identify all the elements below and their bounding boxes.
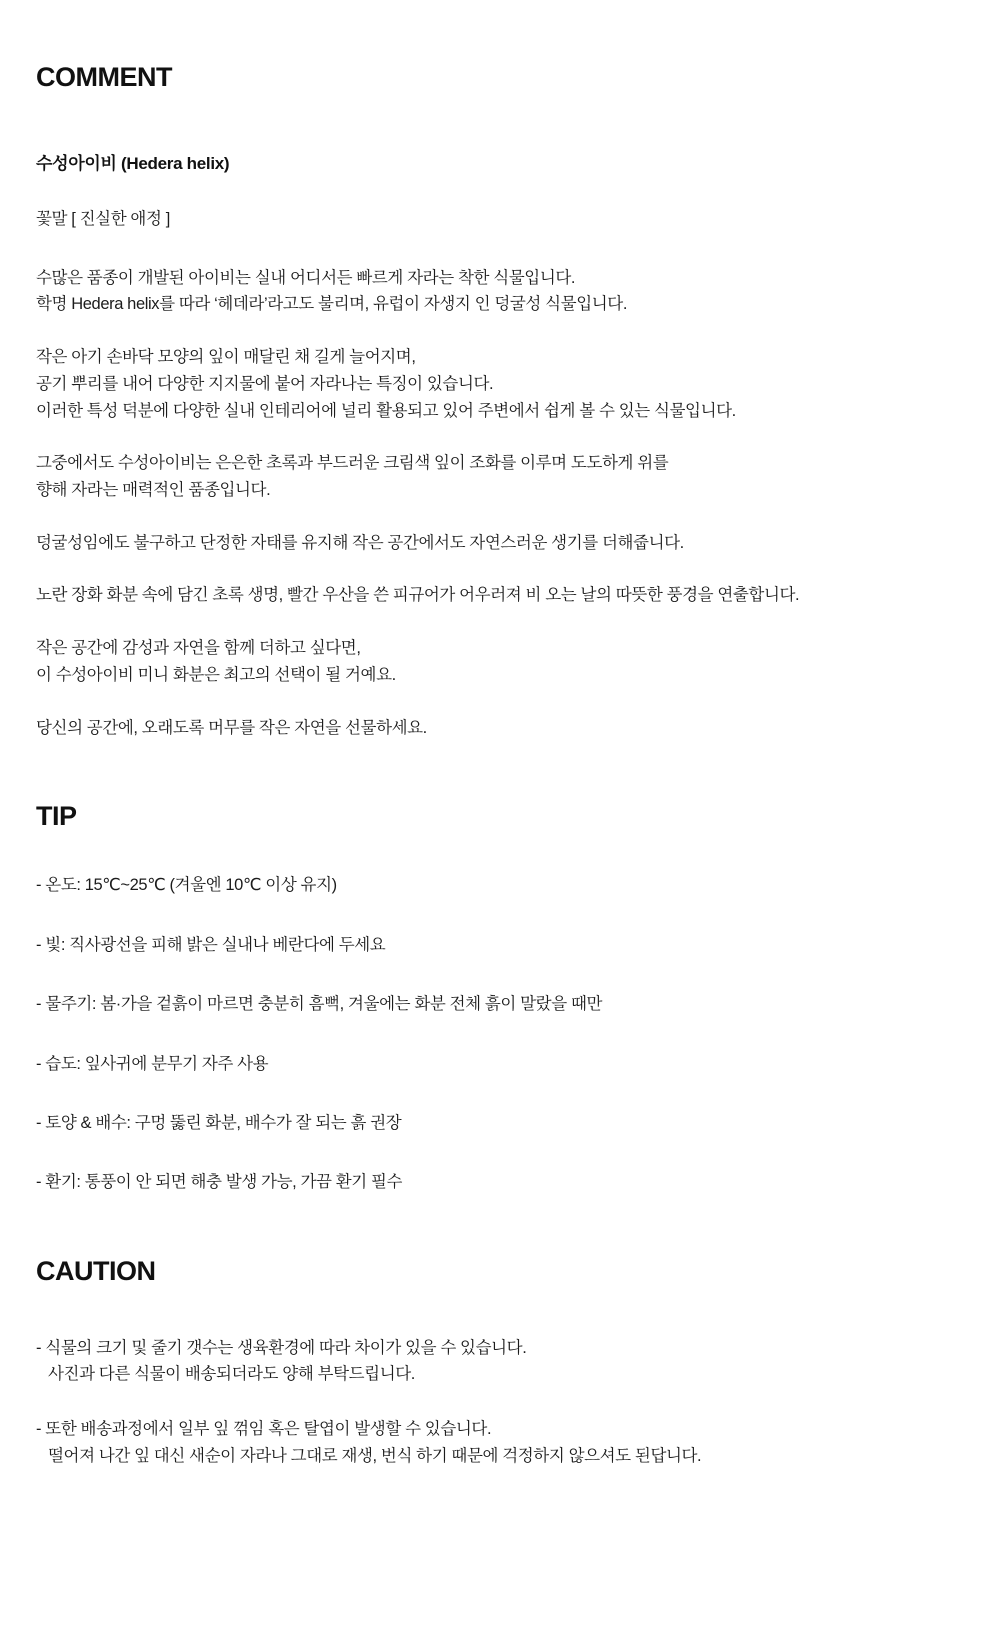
- list-item: - 물주기: 봄·가을 겉흙이 마르면 충분히 흠뻑, 겨울에는 화분 전체 흙이 말랐을 때만: [36, 995, 603, 1014]
- list-item: [36, 1416, 964, 1469]
- list-item: - 습도: 잎사귀에 분무기 자주 사용: [36, 1054, 269, 1073]
- list-item: [36, 1335, 964, 1388]
- tip-list: [36, 872, 964, 1195]
- paragraph-line: 덩굴성임에도 불구하고 단정한 자태를 유지해 작은 공간에서도 자연스러운 생기를 더해줍니다.: [36, 533, 684, 552]
- paragraph-line: 당신의 공간에, 오래도록 머무를 작은 자연을 선물하세요.: [36, 718, 427, 737]
- list-item: - 온도: 15℃~25℃ (겨울엔 10℃ 이상 유지): [36, 876, 337, 895]
- paragraph-line: 학명 Hedera helix를 따라 ‘헤데라’라고도 불리며, 유럽이 자생지 인 덩굴성 식물입니다.: [36, 295, 628, 314]
- caution-line: 사진과 다른 식물이 배송되더라도 양해 부탁드립니다.: [48, 1365, 415, 1384]
- paragraph-line: 이 수성아이비 미니 화분은 최고의 선택이 될 거예요.: [36, 665, 396, 684]
- comment-paragraph-7: [36, 715, 964, 742]
- comment-paragraph-1: [36, 265, 964, 318]
- paragraph-line: 그중에서도 수성아이비는 은은한 초록과 부드러운 크림색 잎이 조화를 이루며 도도하게 위를: [36, 454, 669, 473]
- caution-list: [36, 1335, 964, 1470]
- spacer: [36, 504, 964, 530]
- paragraph-line: 작은 아기 손바닥 모양의 잎이 매달린 채 길게 늘어지며,: [36, 348, 416, 367]
- comment-paragraph-2: [36, 344, 964, 424]
- caution-line: 떨어져 나간 잎 대신 새순이 자라나 그대로 재생, 번식 하기 때문에 걱정하지 않으셔도 된답니다.: [48, 1446, 702, 1465]
- list-item: - 환기: 통풍이 안 되면 해충 발생 가능, 가끔 환기 필수: [36, 1173, 403, 1192]
- spacer: [36, 1287, 964, 1335]
- spacer: [36, 609, 964, 635]
- paragraph-line: 수많은 품종이 개발된 아이비는 실내 어디서든 빠르게 자라는 착한 식물입니다.: [36, 268, 576, 287]
- paragraph-line: 작은 공간에 감성과 자연을 함께 더하고 싶다면,: [36, 639, 361, 658]
- comment-paragraph-3: [36, 450, 964, 503]
- plant-name-subtitle: 수성아이비 (Hedera helix): [36, 154, 230, 173]
- spacer: [36, 1196, 964, 1256]
- spacer: [36, 233, 964, 265]
- spacer: [36, 318, 964, 344]
- spacer: [36, 741, 964, 801]
- paragraph-line: 향해 자라는 매력적인 품종입니다.: [36, 481, 271, 500]
- spacer: [36, 556, 964, 582]
- spacer: [36, 174, 964, 206]
- paragraph-line: 이러한 특성 덕분에 다양한 실내 인테리어에 널리 활용되고 있어 주변에서 쉽게 볼 수 있는 식물입니다.: [36, 401, 736, 420]
- spacer: [36, 832, 964, 872]
- flower-meaning-text: 꽃말 [ 진실한 애정 ]: [36, 210, 170, 228]
- comment-paragraph-6: [36, 635, 964, 688]
- comment-paragraph-5: [36, 582, 964, 609]
- spacer: [36, 93, 964, 149]
- list-item: - 토양 & 배수: 구멍 뚫린 화분, 배수가 잘 되는 흙 권장: [36, 1113, 402, 1132]
- comment-paragraph-4: [36, 530, 964, 557]
- caution-line: - 또한 배송과정에서 일부 잎 꺾임 혹은 탈엽이 발생할 수 있습니다.: [36, 1420, 492, 1439]
- section-heading-tip: TIP: [36, 801, 77, 832]
- section-heading-comment: COMMENT: [36, 62, 172, 92]
- caution-line: - 식물의 크기 및 줄기 갯수는 생육환경에 따라 차이가 있을 수 있습니다.: [36, 1338, 527, 1357]
- list-item: - 빛: 직사광선을 피해 밝은 실내나 베란다에 두세요: [36, 935, 386, 954]
- section-heading-caution: CAUTION: [36, 1255, 156, 1286]
- spacer: [36, 424, 964, 450]
- spacer: [36, 689, 964, 715]
- paragraph-line: 노란 장화 화분 속에 담긴 초록 생명, 빨간 우산을 쓴 피규어가 어우러져 비 오는 날의 따뜻한 풍경을 연출합니다.: [36, 586, 800, 605]
- paragraph-line: 공기 뿌리를 내어 다양한 지지물에 붙어 자라나는 특징이 있습니다.: [36, 374, 494, 393]
